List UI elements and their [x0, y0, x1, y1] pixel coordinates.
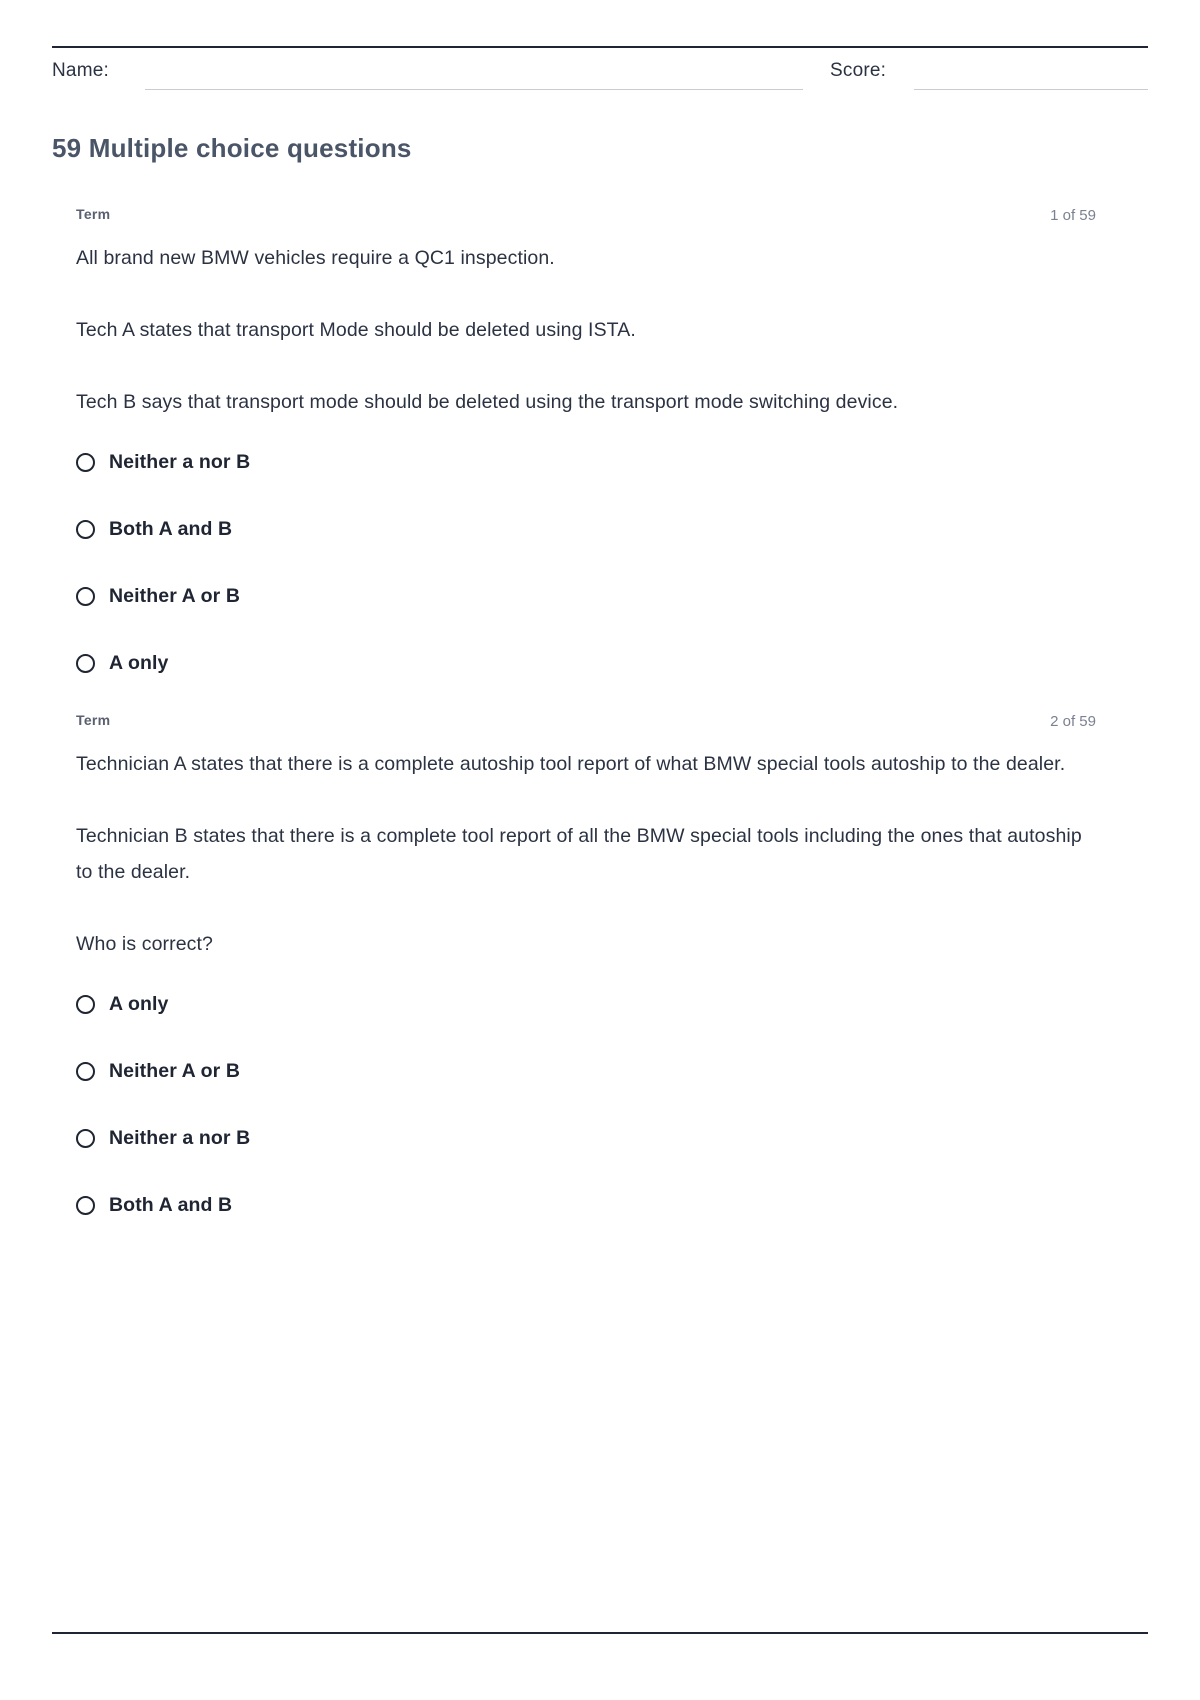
choice-option[interactable]	[76, 448, 1096, 476]
question-block-1	[76, 206, 1096, 677]
choice-label: A only	[109, 992, 169, 1015]
question-header-2	[76, 712, 1096, 736]
term-label-1: Term	[76, 206, 111, 222]
top-divider	[52, 46, 1148, 48]
radio-button-icon[interactable]	[76, 1129, 95, 1148]
term-label-2: Term	[76, 712, 111, 728]
page-title: 59 Multiple choice questions	[52, 133, 412, 163]
question-text-2	[76, 746, 1096, 962]
score-input-line[interactable]	[914, 89, 1148, 90]
question-paragraph: Tech B says that transport mode should be deleted using the transport mode switching device.	[76, 391, 899, 413]
bottom-divider	[52, 1632, 1148, 1634]
choice-list-1	[76, 448, 1096, 677]
choice-label: Both A and B	[109, 1193, 233, 1216]
question-counter-2: 2 of 59	[1050, 713, 1096, 730]
question-text-1	[76, 240, 1096, 420]
choice-option[interactable]	[76, 1124, 1096, 1152]
radio-button-icon[interactable]	[76, 1196, 95, 1215]
choice-label: Neither A or B	[109, 584, 241, 607]
radio-button-icon[interactable]	[76, 995, 95, 1014]
choice-label: Neither a nor B	[109, 1126, 251, 1149]
radio-button-icon[interactable]	[76, 587, 95, 606]
radio-button-icon[interactable]	[76, 654, 95, 673]
choice-option[interactable]	[76, 649, 1096, 677]
radio-button-icon[interactable]	[76, 453, 95, 472]
choice-label: A only	[109, 651, 169, 674]
choice-label: Both A and B	[109, 517, 233, 540]
choice-list-2	[76, 990, 1096, 1219]
question-header-1	[76, 206, 1096, 230]
question-paragraph: Tech A states that transport Mode should be deleted using ISTA.	[76, 319, 636, 341]
worksheet-header	[52, 58, 1148, 98]
question-paragraph: All brand new BMW vehicles require a QC1 inspection.	[76, 247, 555, 269]
question-paragraph: Who is correct?	[76, 933, 213, 955]
radio-button-icon[interactable]	[76, 520, 95, 539]
score-label: Score:	[830, 60, 887, 81]
choice-option[interactable]	[76, 1191, 1096, 1219]
name-input-line[interactable]	[145, 89, 803, 90]
question-paragraph: Technician A states that there is a complete autoship tool report of what BMW special tools autoship to the dealer.	[76, 753, 1066, 775]
choice-label: Neither A or B	[109, 1059, 241, 1082]
choice-option[interactable]	[76, 515, 1096, 543]
question-block-2	[76, 712, 1096, 1219]
question-paragraph: Technician B states that there is a complete tool report of all the BMW special tools including the ones that autoship to the dealer.	[76, 825, 1082, 883]
choice-option[interactable]	[76, 990, 1096, 1018]
choice-option[interactable]	[76, 1057, 1096, 1085]
name-label: Name:	[52, 60, 109, 81]
question-counter-1: 1 of 59	[1050, 207, 1096, 224]
choice-option[interactable]	[76, 582, 1096, 610]
choice-label: Neither a nor B	[109, 450, 251, 473]
radio-button-icon[interactable]	[76, 1062, 95, 1081]
